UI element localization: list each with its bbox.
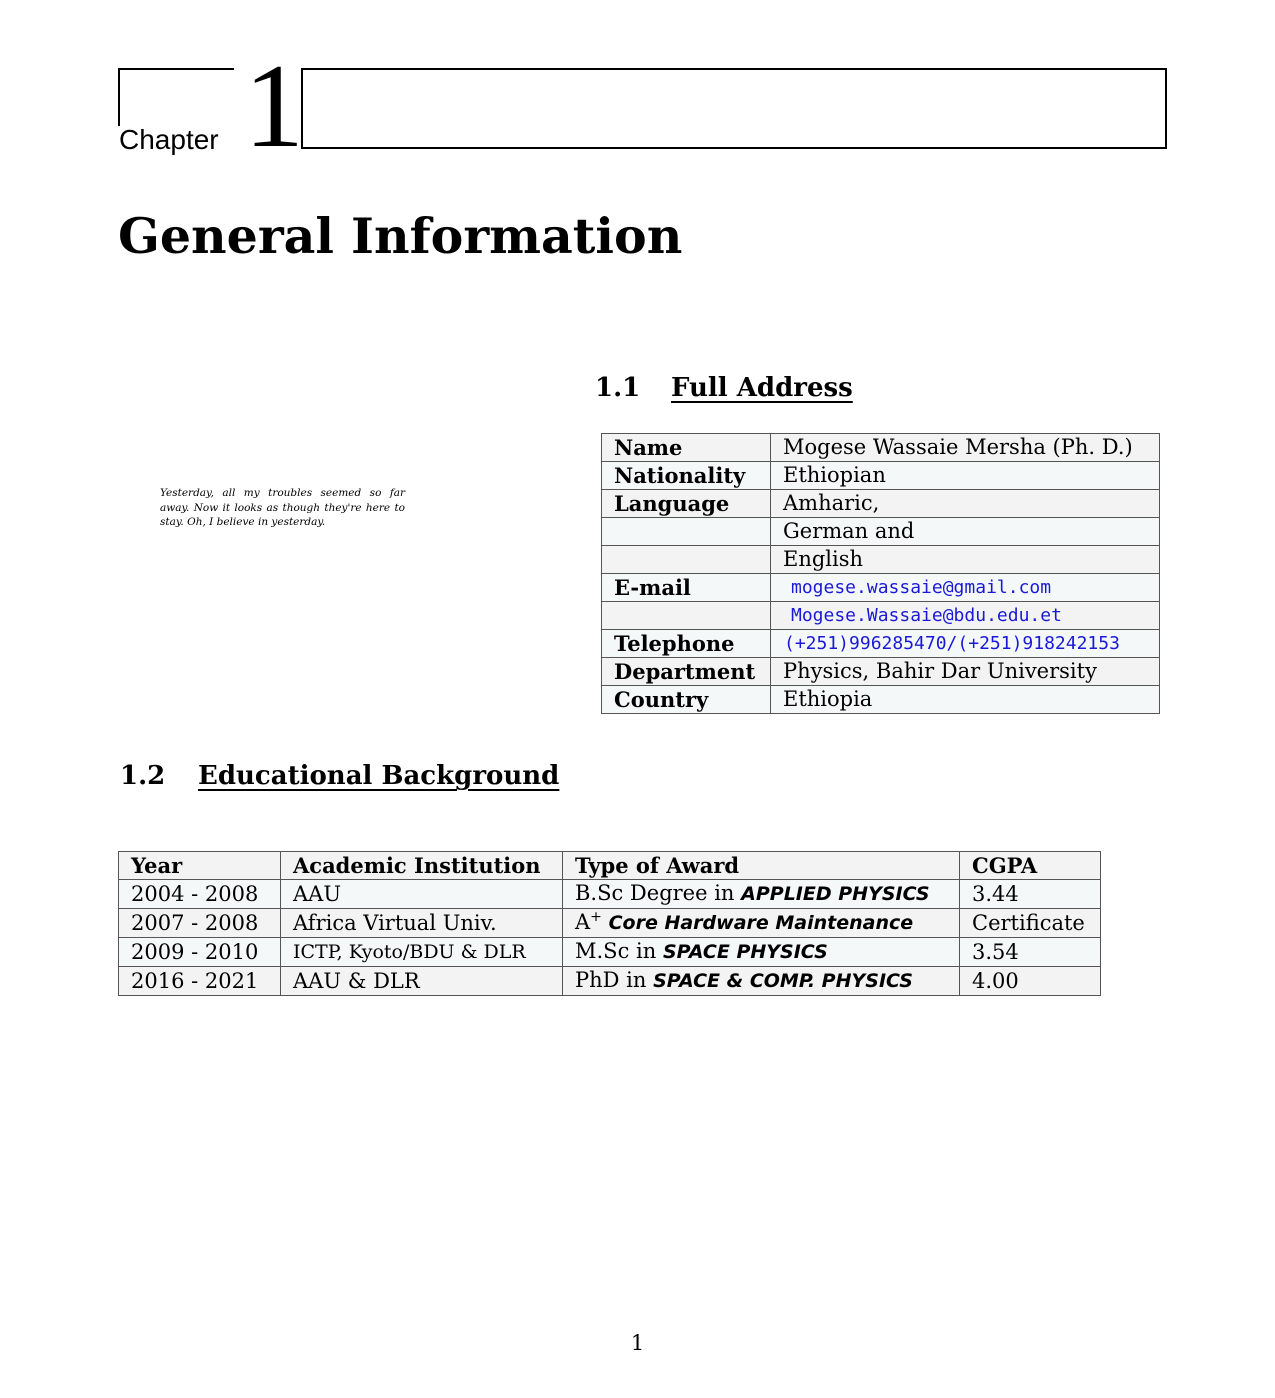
award-prefix: M.Sc in bbox=[575, 939, 657, 963]
award-prefix: PhD in bbox=[575, 968, 647, 992]
table-row bbox=[602, 518, 1160, 546]
address-value: Amharic, bbox=[771, 490, 1160, 518]
year-cell: 2004 - 2008 bbox=[119, 880, 281, 909]
address-key: Department bbox=[602, 658, 771, 686]
page-number: 1 bbox=[630, 1331, 645, 1355]
address-key: E-mail bbox=[602, 574, 771, 602]
address-value: German and bbox=[771, 518, 1160, 546]
address-table bbox=[601, 433, 1160, 714]
chapter-number: 1 bbox=[244, 39, 304, 172]
section-heading-full-address bbox=[595, 372, 853, 404]
address-key: Nationality bbox=[602, 462, 771, 490]
table-row bbox=[119, 938, 1101, 967]
year-cell: 2007 - 2008 bbox=[119, 909, 281, 938]
address-key: Country bbox=[602, 686, 771, 714]
column-header: CGPA bbox=[960, 852, 1101, 880]
award-prefix: B.Sc Degree in bbox=[575, 881, 735, 905]
institution-cell: AAU bbox=[281, 880, 563, 909]
institution-cell: Africa Virtual Univ. bbox=[281, 909, 563, 938]
epigraph: Yesterday, all my troubles seemed so far away. Now it looks as though they're here to stay. Oh, I believe in yesterday. bbox=[160, 487, 405, 528]
email-link[interactable]: mogese.wassaie@gmail.com bbox=[771, 574, 1160, 602]
address-value: Mogese Wassaie Mersha (Ph. D.) bbox=[771, 434, 1160, 462]
table-row bbox=[119, 967, 1101, 996]
table-row bbox=[602, 434, 1160, 462]
address-value: Physics, Bahir Dar University bbox=[771, 658, 1160, 686]
address-value: Ethiopia bbox=[771, 686, 1160, 714]
table-row bbox=[119, 880, 1101, 909]
address-key bbox=[602, 546, 771, 574]
award-prefix: A bbox=[575, 910, 591, 934]
address-key bbox=[602, 602, 771, 630]
section-title: Educational Background bbox=[198, 761, 560, 791]
address-key: Language bbox=[602, 490, 771, 518]
section-heading-educational-background bbox=[120, 760, 559, 792]
address-key: Name bbox=[602, 434, 771, 462]
table-row bbox=[119, 909, 1101, 938]
table-row bbox=[602, 574, 1160, 602]
cgpa-cell: 4.00 bbox=[960, 967, 1101, 996]
table-row bbox=[602, 686, 1160, 714]
address-key: Telephone bbox=[602, 630, 771, 658]
table-row bbox=[602, 602, 1160, 630]
award-cell bbox=[563, 967, 960, 996]
award-emphasis: SPACE & COMP. PHYSICS bbox=[653, 970, 913, 992]
award-cell bbox=[563, 938, 960, 967]
cgpa-cell: Certificate bbox=[960, 909, 1101, 938]
email-link[interactable]: Mogese.Wassaie@bdu.edu.et bbox=[771, 602, 1160, 630]
section-title: Full Address bbox=[671, 373, 853, 403]
chapter-title: General Information bbox=[118, 207, 683, 265]
institution-cell: AAU & DLR bbox=[281, 967, 563, 996]
section-number: 1.2 bbox=[120, 761, 166, 791]
year-cell: 2016 - 2021 bbox=[119, 967, 281, 996]
table-row bbox=[602, 658, 1160, 686]
column-header: Academic Institution bbox=[281, 852, 563, 880]
section-number: 1.1 bbox=[595, 373, 641, 403]
table-row bbox=[602, 546, 1160, 574]
cgpa-cell: 3.44 bbox=[960, 880, 1101, 909]
table-row bbox=[602, 462, 1160, 490]
chapter-frame-left bbox=[118, 68, 234, 126]
address-value: Ethiopian bbox=[771, 462, 1160, 490]
column-header: Type of Award bbox=[563, 852, 960, 880]
column-header: Year bbox=[119, 852, 281, 880]
chapter-frame bbox=[301, 68, 1167, 149]
year-cell: 2009 - 2010 bbox=[119, 938, 281, 967]
table-row bbox=[602, 630, 1160, 658]
address-key bbox=[602, 518, 771, 546]
institution-cell: ICTP, Kyoto/BDU & DLR bbox=[281, 938, 563, 967]
table-header-row bbox=[119, 852, 1101, 880]
education-table bbox=[118, 851, 1101, 996]
award-emphasis: SPACE PHYSICS bbox=[662, 941, 828, 963]
chapter-label: Chapter bbox=[119, 124, 219, 155]
table-row bbox=[602, 490, 1160, 518]
award-superscript: + bbox=[590, 909, 602, 925]
award-cell bbox=[563, 909, 960, 938]
address-value: English bbox=[771, 546, 1160, 574]
award-cell bbox=[563, 880, 960, 909]
award-emphasis: Core Hardware Maintenance bbox=[608, 912, 914, 934]
telephone-link[interactable]: (+251)996285470/(+251)918242153 bbox=[771, 630, 1160, 658]
cgpa-cell: 3.54 bbox=[960, 938, 1101, 967]
award-emphasis: APPLIED PHYSICS bbox=[741, 883, 930, 905]
